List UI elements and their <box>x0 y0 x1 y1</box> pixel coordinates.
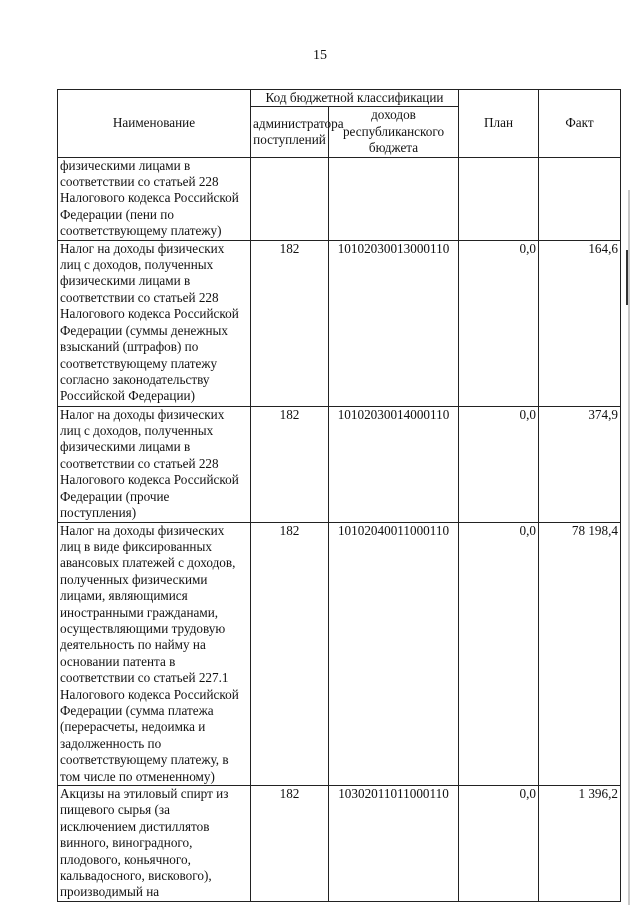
table-row <box>58 406 621 522</box>
header-admin: администратора поступлений <box>251 107 329 157</box>
page-number: 15 <box>313 48 327 63</box>
row-name: Налог на доходы физических лиц с доходов, полученных физическими лицами в соответствии со статьей 228 Налогового кодекса Российской Федерации (суммы денежных взысканий (штрафов) по соответствующему платежу согласно законодательству Российской Федерации) <box>58 240 251 406</box>
scan-edge-mark <box>626 250 628 305</box>
budget-revenue-table <box>57 89 621 902</box>
header-fact: Факт <box>539 90 621 158</box>
row-fact: 1 396,2 <box>539 786 621 902</box>
row-plan: 0,0 <box>459 522 539 786</box>
row-name: физическими лицами в соответствии со статьей 228 Налогового кодекса Российской Федерации (пени по соответствующему платежу) <box>58 157 251 240</box>
row-plan: 0,0 <box>459 786 539 902</box>
row-plan <box>459 157 539 240</box>
header-plan: План <box>459 90 539 158</box>
row-revenue-code: 10102030014000110 <box>329 406 459 522</box>
scan-edge-shadow <box>628 0 630 905</box>
header-revenue-code: доходов республиканского бюджета <box>329 107 459 157</box>
row-fact: 374,9 <box>539 406 621 522</box>
table-row <box>58 522 621 786</box>
row-fact: 78 198,4 <box>539 522 621 786</box>
row-admin-code: 182 <box>251 406 329 522</box>
row-revenue-code: 10102030013000110 <box>329 240 459 406</box>
row-admin-code: 182 <box>251 240 329 406</box>
header-name: Наименование <box>58 90 251 158</box>
row-fact <box>539 157 621 240</box>
table-row <box>58 240 621 406</box>
row-revenue-code <box>329 157 459 240</box>
row-revenue-code: 10302011011000110 <box>329 786 459 902</box>
row-admin-code: 182 <box>251 786 329 902</box>
table-row <box>58 157 621 240</box>
row-admin-code <box>251 157 329 240</box>
row-plan: 0,0 <box>459 240 539 406</box>
header-budget-classification: Код бюджетной классификации <box>251 90 459 107</box>
row-revenue-code: 10102040011000110 <box>329 522 459 786</box>
row-fact: 164,6 <box>539 240 621 406</box>
row-admin-code: 182 <box>251 522 329 786</box>
table-row <box>58 786 621 902</box>
row-name: Акцизы на этиловый спирт из пищевого сырья (за исключением дистиллятов винного, виноградного, плодового, коньячного, кальвадосного, вискового), производимый на <box>58 786 251 902</box>
row-name: Налог на доходы физических лиц с доходов, полученных физическими лицами в соответствии со статьей 228 Налогового кодекса Российской Федерации (прочие поступления) <box>58 406 251 522</box>
row-plan: 0,0 <box>459 406 539 522</box>
row-name: Налог на доходы физических лиц в виде фиксированных авансовых платежей с доходов, полученных физическими лицами, являющимися иностранными гражданами, осуществляющими трудовую деятельность по найму на основании патента в соответствии со статьей 227.1 Налогового кодекса Российской Федерации (сумма платежа (перерасчеты, недоимка и задолженность по соответствующему платежу, в том числе по отмененному) <box>58 522 251 786</box>
